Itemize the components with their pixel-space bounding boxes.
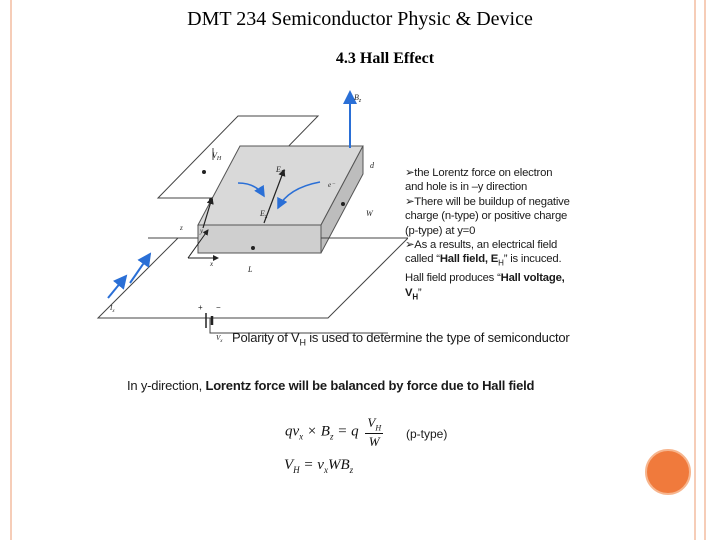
section-title: 4.3 Hall Effect [335, 50, 435, 67]
svg-text:W: W [366, 209, 373, 218]
terminal-dot [341, 202, 345, 206]
slab-front [198, 225, 321, 253]
terminal-dot [251, 246, 255, 250]
bullet-text: called “Hall field, $E_H$” is incuced. [405, 253, 562, 268]
bullet-text: charge (n-type) or positive charge [405, 210, 568, 223]
svg-text:+: + [198, 303, 203, 312]
bullet-text: Hall field produces “Hall voltage, [405, 272, 565, 285]
polarity-statement: Polarity of $V_H$ is used to determine the type of semiconductor [232, 330, 570, 348]
bullet-text: (p-type) at y=0 [405, 224, 476, 237]
svg-text:Bz: $B_z$ [354, 93, 362, 104]
frame-line-right-1 [694, 0, 696, 540]
svg-text:Vx: $V_x$ [216, 334, 223, 344]
slide-title: DMT 234 Semiconductor Physic & Device [187, 8, 533, 30]
svg-text:Ex: $E_x$ [260, 209, 268, 220]
svg-text:−: − [216, 303, 221, 312]
bullet-text: $V_H$” [405, 286, 422, 301]
equation-hall-voltage: $V_H = v_xWB_z$ [284, 457, 354, 475]
bullet-text: ➢the Lorentz force on electron [405, 167, 553, 179]
ix-arrow [108, 276, 126, 298]
svg-text:d: d [370, 161, 374, 170]
svg-text:x: x [210, 260, 214, 268]
svg-text:e⁻: e⁻ [328, 181, 335, 189]
svg-text:y: y [200, 227, 204, 235]
frame-line-right-2 [704, 0, 706, 540]
bullet-text: ➢There will be buildup of negative [405, 195, 570, 208]
equation-force-balance: $qv_x \times B_z = q$ $\frac{V_H}{W}$ [285, 415, 382, 449]
svg-text:L: L [248, 265, 253, 274]
svg-text:z: z [180, 224, 183, 232]
svg-text:EH: $E_H$ [276, 165, 286, 176]
svg-text:Ix: $I_x$ [110, 304, 115, 314]
decorative-orange-circle [645, 449, 691, 495]
y-direction-statement: In y-direction, Lorentz force will be balanced by force due to Hall field [127, 378, 535, 393]
terminal-dot [202, 170, 206, 174]
p-type-note: (p-type) [406, 427, 448, 441]
terminal-dot [209, 198, 213, 202]
bullet-text: ➢As a results, an electrical field [405, 239, 558, 252]
bullet-text: and hole is in –y direction [405, 181, 528, 194]
bullet-list [405, 166, 580, 304]
svg-text:VH: $V_H$ [212, 151, 222, 162]
hall-effect-diagram [88, 88, 408, 350]
frame-line-left [10, 0, 12, 540]
